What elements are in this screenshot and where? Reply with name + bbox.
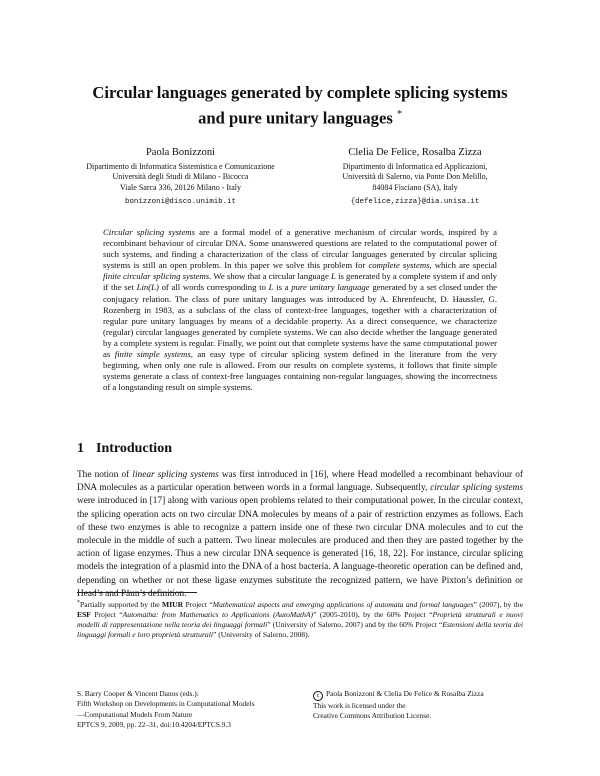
affiliation-line: Viale Sarca 336, 20126 Milano - Italy — [119, 182, 242, 192]
title-footnote-mark: * — [396, 109, 402, 120]
copyright-icon: c — [313, 691, 323, 701]
author-email[interactable]: bonizzoni@disco.unimib.it — [125, 197, 236, 206]
affiliation-line: 84084 Fisciano (SA), Italy — [372, 182, 458, 192]
affiliation-line: Università di Salerno, via Ponte Don Melillo, — [342, 172, 488, 182]
author-email[interactable]: {defelice,zizza}@dia.unisa.it — [350, 197, 480, 206]
license-info: c Paola Bonizzoni & Clelia De Felice & Rosalba Zizza This work is licensed under the Creative Commons Attribution License. — [313, 689, 484, 721]
title-line-1: Circular languages generated by complete splicing systems — [92, 83, 508, 102]
paper-title — [40, 82, 560, 130]
affiliation-line: Dipartimento di Informatica Sistemistica e Comunicazione — [86, 162, 275, 171]
abstract: Circular splicing systems are a formal model of a generative mechanism of circular words, inspired by a recombinant behaviour of circular DNA. Some unanswered questions are related to the computational power of such systems, and finding a characterization of the class of circular languages generated by circular splicing systems is still an open problem. In this paper we solve this problem for complete systems, which are special finite circular splicing systems. We show that a circular language L is generated by a complete system if and only if the set Lin(L) of all words corresponding to L is a pure unitary language generated by a set closed under the conjugacy relation. The class of pure unitary languages was introduced by A. Ehrenfeucht, D. Haussler, G. Rozenberg in 1983, as a subclass of the class of context-free languages, together with a characterization of regular pure unitary languages by means of a decidable property. As a direct consequence, we characterize (regular) circular languages generated by complete systems. We can also decide whether the language generated by a complete system is regular. Finally, we point out that complete systems have the same computational power as finite simple systems, an easy type of circular splicing system defined in the literature from the very beginning, when only one rule is allowed. From our results on complete systems, it follows that finite simple systems generate a class of context-free languages containing non-regular languages, showing the incorrectness of a longstanding result on simple systems. — [103, 227, 498, 393]
introduction-paragraph: The notion of linear splicing systems was first introduced in [16], where Head modelled a recombinant behaviour of DNA molecules as a particular operation between words in a formal language. Subsequently, circular splicing systems were introduced in [17] along with various open problems related to their computational power. In the circular context, the splicing operation acts on two circular DNA molecules by means of a pair of restriction enzymes as follows. Each of these two enzymes is able to recognize a pattern inside one of these two circular DNA molecules and to cut the molecule in the middle of such a pattern. Two linear molecules are produced and then they are pasted together by the action of ligase enzymes. Thus a new circular DNA sequence is generated [16, 18, 22]. For instance, circular splicing models the integration of a plasmid into the DNA of a host bacteria. A language-theoretic operation can be defined and, depending on whether or not these ligase enzymes substitute the recognized pattern, we have Pixton’s definition or Head’s and Păun’s definition. — [77, 470, 524, 599]
author-name: Paola Bonizzoni — [145, 147, 216, 158]
author-name: Clelia De Felice, Rosalba Zizza — [348, 147, 482, 158]
footnote-divider — [77, 592, 197, 593]
affiliation-line: Università degli Studi di Milano - Bicocca — [112, 172, 249, 182]
author-block-2 — [315, 146, 515, 207]
section-heading — [77, 441, 172, 457]
section-title: Introduction — [96, 441, 172, 456]
title-line-2: and pure unitary languages * — [198, 108, 402, 128]
license-link[interactable]: Creative Commons Attribution License. — [313, 711, 432, 721]
author-block-1 — [83, 146, 278, 207]
section-number: 1 — [77, 441, 84, 456]
eptcs-info: S. Barry Cooper & Vincent Danos (eds.): Fifth Workshop on Developments in Computational Models —Computational Models From Nature EPTCS 9, 2009, pp. 22–31, doi:10.4204/EPTCS.9.3 — [77, 689, 255, 729]
affiliation-line: Dipartimento di Informatica ed Applicazioni, — [342, 162, 488, 171]
footnote: *Partially supported by the MIUR Project “Mathematical aspects and emerging applications of automata and formal languages” (2007), by the ESF Project “Automatha: from Mathematics to Applications (AutoMathA)” (2005-2010), by the 60% Project “Proprietà strutturali e nuovi modelli di rappresentazione nella teoria dei linguaggi formali” (University of Salerno, 2007) and by the 60% Project “Estensioni della teoria dei linguaggi formali e loro proprietà strutturali” (University of Salerno, 2008). — [77, 600, 524, 640]
